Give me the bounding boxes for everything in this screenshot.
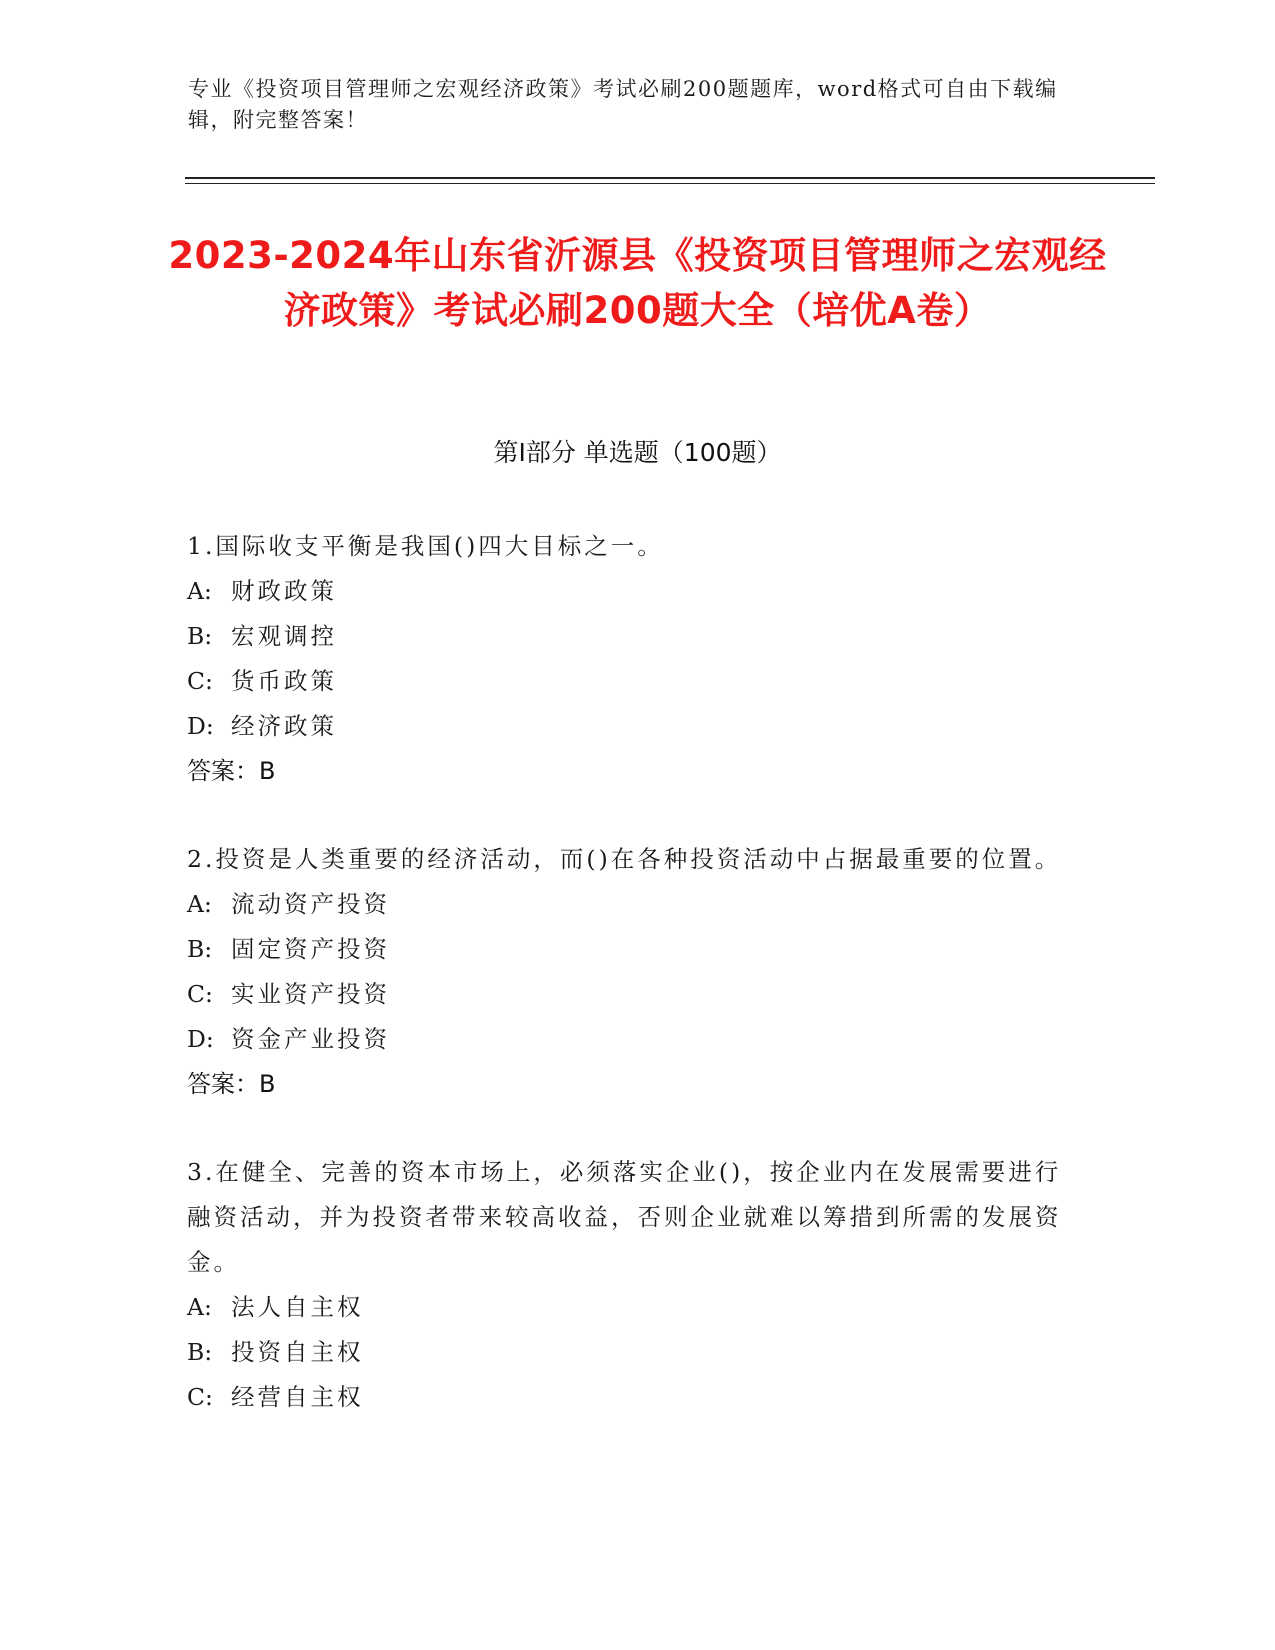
- option-d: [187, 704, 1067, 749]
- option-letter: C:: [187, 667, 213, 695]
- question-stem: 2.投资是人类重要的经济活动，而()在各种投资活动中占据最重要的位置。: [187, 845, 1062, 873]
- option-letter: B:: [187, 622, 213, 650]
- option-letter: C:: [187, 980, 213, 1008]
- option-text: 经济政策: [231, 712, 337, 740]
- question-stem: 3.在健全、完善的资本市场上，必须落实企业()，按企业内在发展需要进行融资活动，并为投资者带来较高收益，否则企业就难以筹措到所需的发展资金。: [187, 1158, 1062, 1276]
- question-list: [187, 524, 1067, 1463]
- option-letter: A:: [187, 1293, 212, 1321]
- question-stem: 1.国际收支平衡是我国()四大目标之一。: [187, 532, 664, 560]
- option-c: [187, 972, 1067, 1017]
- option-text: 货币政策: [231, 667, 337, 695]
- option-a: [187, 1285, 1067, 1330]
- option-letter: C:: [187, 1383, 213, 1411]
- option-a: [187, 569, 1067, 614]
- answer-label: 答案：B: [187, 1070, 276, 1098]
- header-divider-thick: [185, 177, 1155, 179]
- option-c: [187, 1375, 1067, 1420]
- document-title: 2023-2024年山东省沂源县《投资项目管理师之宏观经济政策》考试必刷200题大全（培优A卷）: [168, 234, 1107, 332]
- option-letter: D:: [187, 1025, 214, 1053]
- option-c: [187, 659, 1067, 704]
- option-d: [187, 1017, 1067, 1062]
- header-note: 专业《投资项目管理师之宏观经济政策》考试必刷200题题库，word格式可自由下载编辑，附完整答案！: [188, 77, 1058, 132]
- header-divider-thin: [185, 183, 1155, 184]
- question-1: [187, 524, 1067, 794]
- option-a: [187, 882, 1067, 927]
- option-letter: A:: [187, 577, 212, 605]
- option-b: [187, 1330, 1067, 1375]
- option-text: 实业资产投资: [231, 980, 390, 1008]
- section-title: 第Ⅰ部分 单选题（100题）: [493, 438, 782, 467]
- option-letter: B:: [187, 1338, 213, 1366]
- option-letter: A:: [187, 890, 212, 918]
- option-letter: B:: [187, 935, 213, 963]
- option-b: [187, 927, 1067, 972]
- option-text: 投资自主权: [231, 1338, 364, 1366]
- question-2: [187, 837, 1067, 1107]
- option-text: 经营自主权: [231, 1383, 364, 1411]
- answer-label: 答案：B: [187, 757, 276, 785]
- option-text: 流动资产投资: [231, 890, 390, 918]
- question-3: [187, 1150, 1067, 1420]
- option-text: 宏观调控: [231, 622, 337, 650]
- option-text: 资金产业投资: [231, 1025, 390, 1053]
- option-b: [187, 614, 1067, 659]
- option-text: 固定资产投资: [231, 935, 390, 963]
- option-text: 财政政策: [231, 577, 337, 605]
- option-text: 法人自主权: [231, 1293, 364, 1321]
- option-letter: D:: [187, 712, 214, 740]
